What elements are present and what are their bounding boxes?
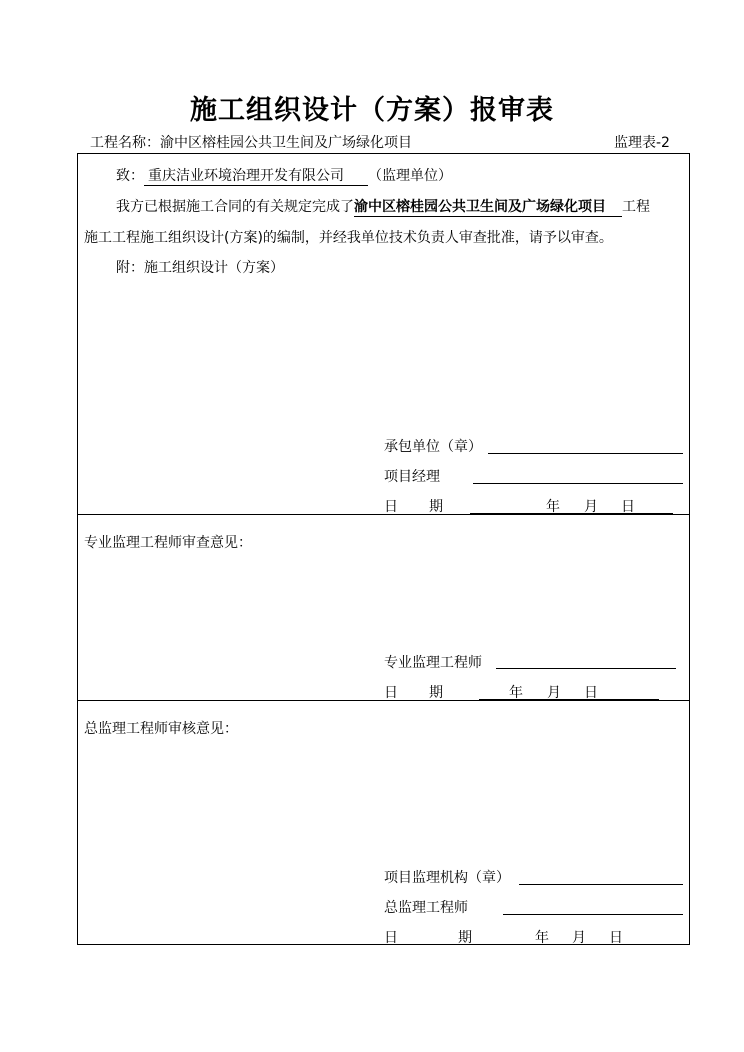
project-name-value: 渝中区榕桂园公共卫生间及广场绿化项目 (160, 135, 412, 151)
statement-line-1 (116, 196, 650, 217)
date-label-ri: 日 (384, 930, 398, 946)
project-name-row (90, 132, 412, 152)
date-day: 日 (609, 930, 623, 946)
date-field-line[interactable] (479, 699, 659, 700)
date-day: 日 (621, 499, 635, 515)
date-year: 年 (509, 685, 523, 701)
project-manager-label: 项目经理 (384, 469, 440, 485)
statement-line-2: 施工工程施工组织设计(方案)的编制，并经我单位技术负责人审查批准，请予以审查。 (84, 230, 613, 246)
recipient-row (116, 165, 452, 186)
date-label-ri: 日 (384, 685, 398, 701)
specialist-engineer-label: 专业监理工程师 (384, 655, 482, 671)
date-month: 月 (572, 930, 586, 946)
recipient-role: （监理单位） (368, 168, 452, 184)
recipient-field[interactable]: 重庆洁业环境治理开发有限公司 (144, 165, 368, 186)
specialist-opinion-label: 专业监理工程师审查意见： (84, 535, 252, 551)
supervision-org-label: 项目监理机构（章） (384, 870, 510, 886)
supervision-org-signature-line[interactable] (519, 884, 683, 885)
statement-project-field[interactable]: 渝中区榕桂园公共卫生间及广场绿化项目 (354, 196, 622, 217)
chief-engineer-label: 总监理工程师 (384, 900, 468, 916)
form-code: 监理表-2 (614, 135, 670, 151)
date-month: 月 (584, 499, 598, 515)
attachment-label: 附：施工组织设计（方案） (116, 260, 284, 276)
date-label-qi: 期 (429, 499, 443, 515)
date-label-ri: 日 (384, 499, 398, 515)
project-manager-signature-line[interactable] (473, 483, 683, 484)
date-label-qi: 期 (429, 685, 443, 701)
project-name-label: 工程名称： (90, 135, 160, 151)
date-field-line[interactable] (470, 513, 673, 514)
date-month: 月 (547, 685, 561, 701)
specialist-engineer-signature-line[interactable] (496, 668, 676, 669)
date-field-line[interactable] (504, 944, 654, 945)
chief-engineer-signature-line[interactable] (503, 914, 683, 915)
contractor-label: 承包单位（章） (384, 439, 482, 455)
statement-prefix: 我方已根据施工合同的有关规定完成了 (116, 199, 354, 215)
contractor-signature-line[interactable] (488, 453, 683, 454)
to-label: 致： (116, 168, 144, 184)
date-day: 日 (584, 685, 598, 701)
statement-suffix: 工程 (622, 199, 650, 215)
date-year: 年 (546, 499, 560, 515)
page-title: 施工组织设计（方案）报审表 (190, 95, 554, 126)
date-year: 年 (535, 930, 549, 946)
date-label-qi: 期 (458, 930, 472, 946)
chief-opinion-label: 总监理工程师审核意见： (84, 721, 238, 737)
